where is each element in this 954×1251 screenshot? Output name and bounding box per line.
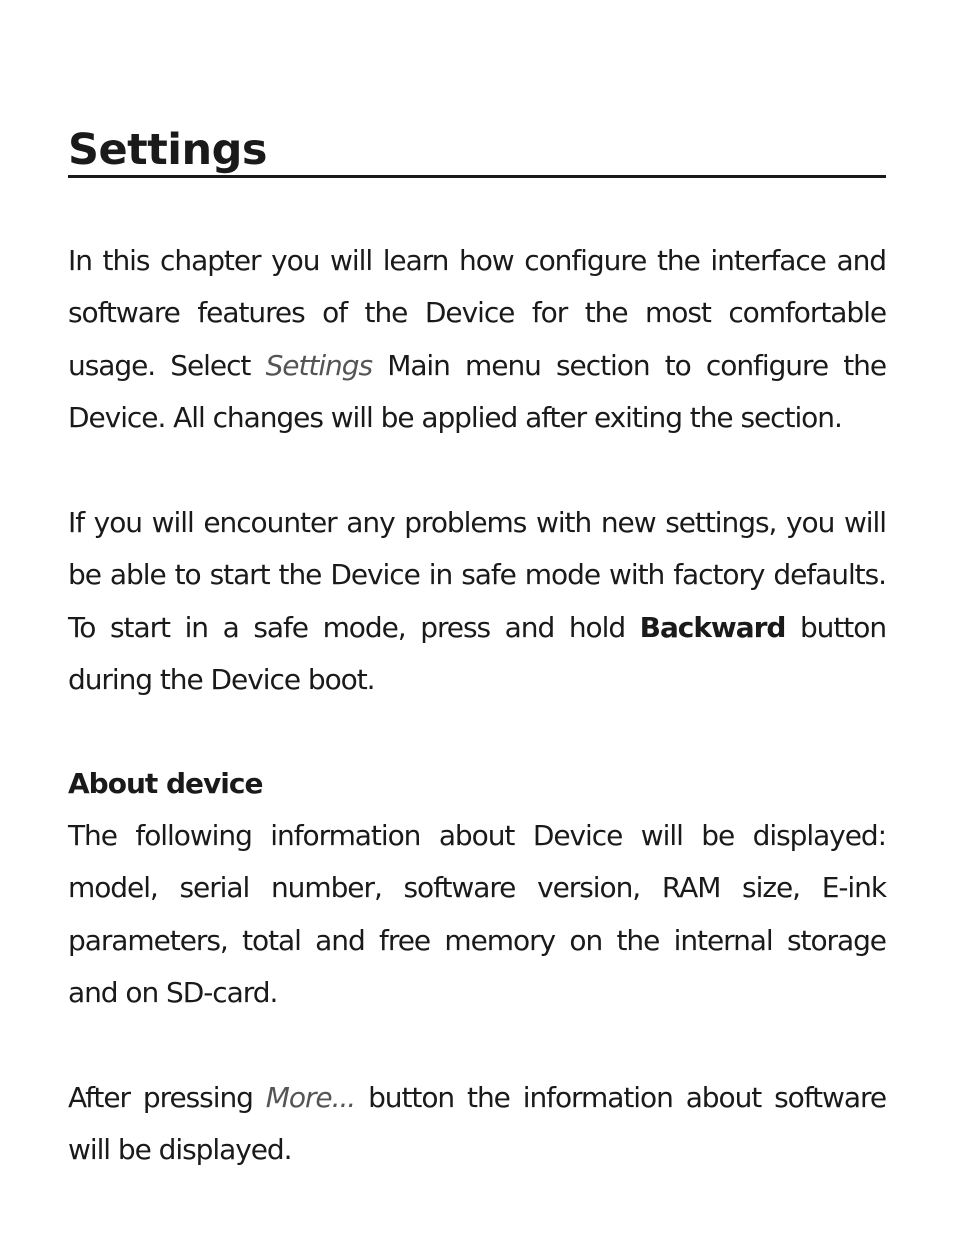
backward-button-name: Backward bbox=[639, 610, 786, 644]
page-title: Settings bbox=[68, 125, 267, 175]
more-info-paragraph bbox=[68, 1072, 886, 1177]
more-button-reference: More... bbox=[265, 1081, 356, 1114]
about-device-heading: About device bbox=[68, 767, 263, 800]
settings-reference: Settings bbox=[265, 348, 373, 382]
safe-mode-paragraph bbox=[68, 497, 886, 707]
intro-text-2: Main menu section to configure the Device. All changes will be applied after exiting the section. bbox=[68, 348, 886, 435]
about-device-paragraph: The following information about Device will be displayed: model, serial number, software version, RAM size, E-ink parameters, total and free memory on the internal storage and on SD-card. bbox=[68, 819, 886, 1010]
intro-text-1: In this chapter you will learn how configure the interface and software features of the Device for the most comfortable usage. Select bbox=[68, 244, 886, 382]
more-info-text-1: After pressing bbox=[68, 1081, 266, 1114]
safe-mode-text-2: button during the Device boot. bbox=[68, 610, 887, 697]
more-info-text-2: button the information about software will be displayed. bbox=[68, 1081, 886, 1167]
title-underline bbox=[68, 175, 886, 178]
safe-mode-text-1: If you will encounter any problems with new settings, you will be able to start the Device in safe mode with factory defaults. To start in a safe mode, press and hold bbox=[68, 506, 886, 644]
intro-paragraph bbox=[68, 235, 886, 445]
